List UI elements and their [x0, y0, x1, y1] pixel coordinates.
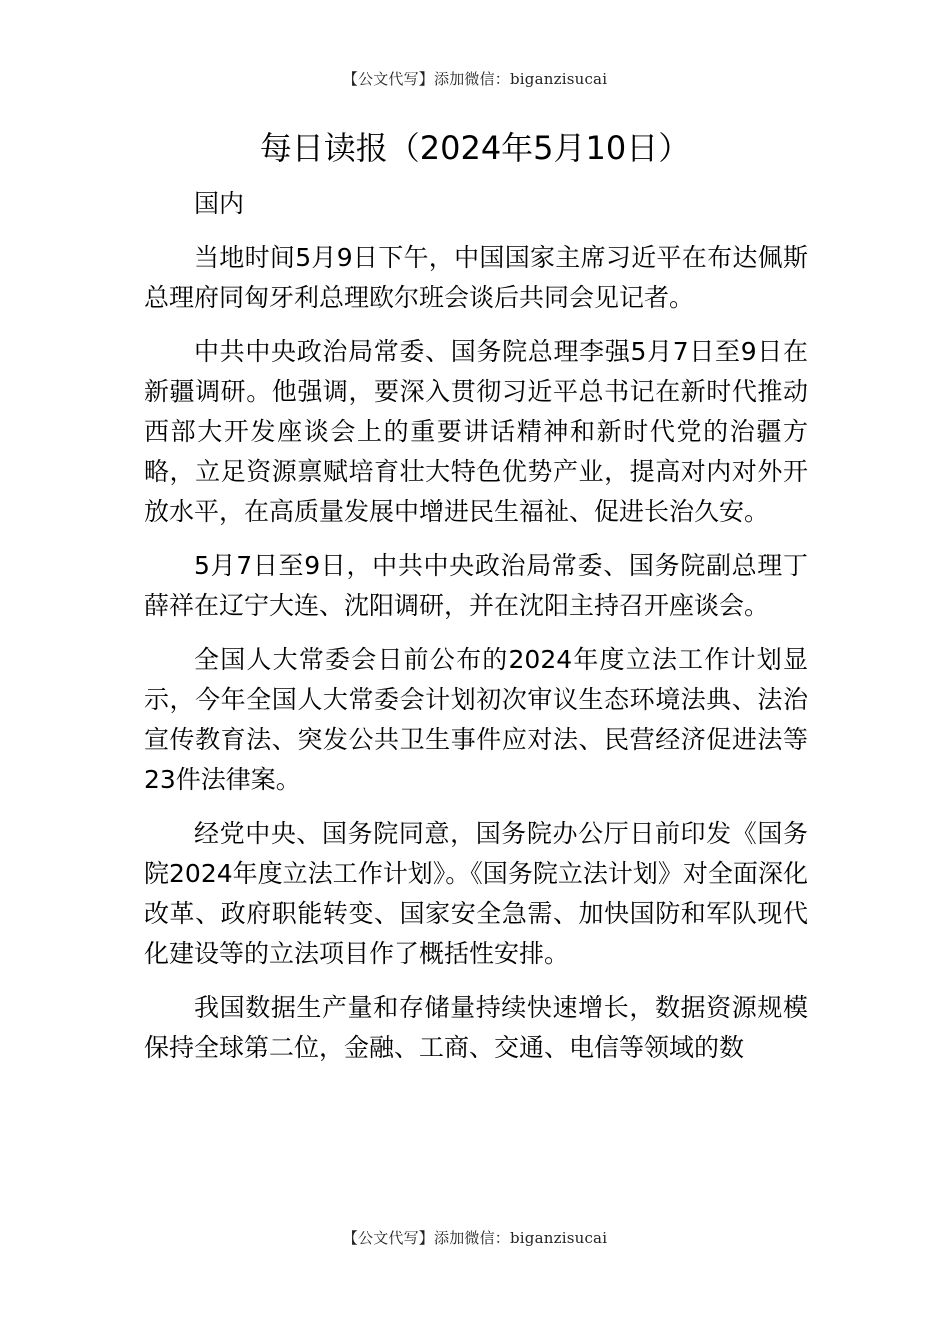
paragraph: 当地时间5月9日下午，中国国家主席习近平在布达佩斯总理府同匈牙利总理欧尔班会谈后共同会见记者。: [144, 243, 808, 312]
paragraph: 中共中央政治局常委、国务院总理李强5月7日至9日在新疆调研。他强调，要深入贯彻习近平总书记在新时代推动西部大开发座谈会上的重要讲话精神和新时代党的治疆方略，立足资源禀赋培育壮大特色优势产业，提高对内对外开放水平，在高质量发展中增进民生福祉、促进长治久安。: [144, 337, 808, 526]
page-title: 每日读报（2024年5月10日）: [259, 129, 691, 167]
header-watermark-note: 【公文代写】添加微信：biganzisucai: [342, 70, 608, 88]
paragraph: 5月7日至9日，中共中央政治局常委、国务院副总理丁薛祥在辽宁大连、沈阳调研，并在沈阳主持召开座谈会。: [144, 551, 808, 620]
paragraph: 经党中央、国务院同意，国务院办公厅日前印发《国务院2024年度立法工作计划》。《国务院立法计划》对全面深化改革、政府职能转变、国家安全急需、加快国防和军队现代化建设等的立法项目作了概括性安排。: [144, 819, 808, 968]
paragraph: 全国人大常委会日前公布的2024年度立法工作计划显示，今年全国人大常委会计划初次审议生态环境法典、法治宣传教育法、突发公共卫生事件应对法、民营经济促进法等23件法律案。: [144, 645, 808, 794]
section-heading: 国内: [194, 189, 245, 218]
paragraph: 我国数据生产量和存储量持续快速增长，数据资源规模保持全球第二位，金融、工商、交通、电信等领域的数: [144, 993, 808, 1062]
footer-watermark-note: 【公文代写】添加微信：biganzisucai: [342, 1229, 608, 1247]
document-body: [144, 184, 808, 1082]
